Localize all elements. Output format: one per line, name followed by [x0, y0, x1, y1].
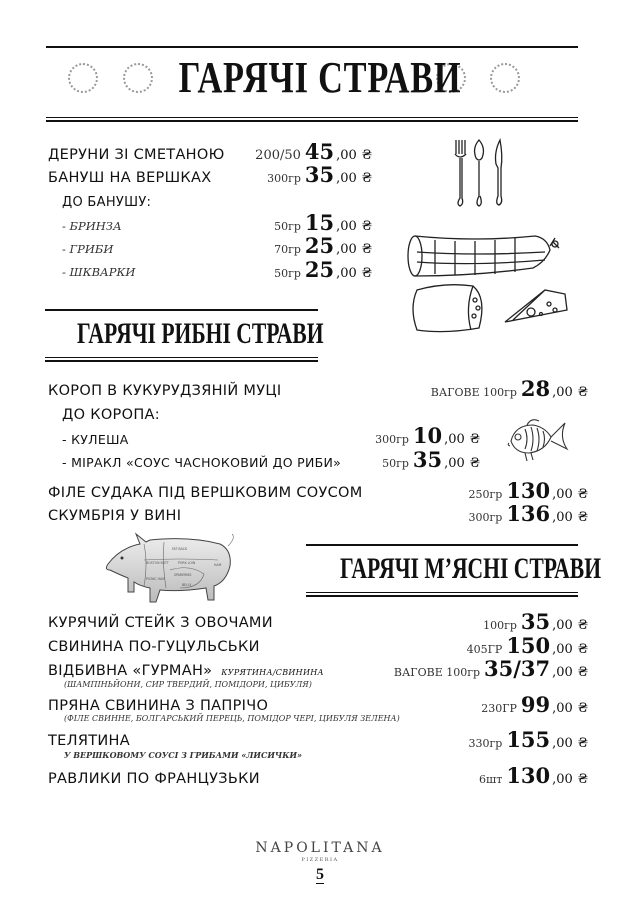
addons-label: ДО КОРОПА: [62, 407, 160, 423]
addon-name: - ШКВАРКИ [62, 265, 136, 279]
sausage-cheese-illustration-icon [405, 228, 575, 343]
meat-header-top-rule [306, 544, 578, 546]
brand-logo: NAPOLITANA [255, 840, 385, 856]
header-bottom-rule-2 [46, 120, 578, 122]
addon-price: 50гр 25 ,00 ₴ [274, 257, 372, 282]
addon-price: 50гр 15 ,00 ₴ [274, 210, 372, 235]
addon-price: 300гр 10 ,00 ₴ [375, 423, 480, 448]
menu-item-name: БАНУШ НА ВЕРШКАХ [48, 170, 212, 186]
menu-item-price: ВАГОВЕ 100гр 35/37 ,00 ₴ [393, 656, 588, 681]
header-top-rule [46, 46, 578, 48]
menu-item-price: 100гр 35 ,00 ₴ [483, 609, 588, 634]
menu-item-price: 230ГР 99 ,00 ₴ [481, 692, 588, 717]
menu-item-price: 300гр 35 ,00 ₴ [267, 162, 372, 187]
addon-name: - ГРИБИ [62, 242, 114, 256]
meat-header-bottom-rule [306, 592, 578, 593]
menu-item-price: 250гр 130 ,00 ₴ [468, 478, 588, 503]
addon-name: - БРИНЗА [62, 219, 122, 233]
menu-item-name: ФІЛЕ СУДАКА ПІД ВЕРШКОВИМ СОУСОМ [48, 485, 363, 501]
addon-name: - КУЛЕША [62, 432, 129, 447]
pig-label: HAM [214, 563, 222, 567]
header-bottom-rule [46, 117, 578, 118]
menu-item-price: 405ГР 150 ,00 ₴ [466, 633, 588, 658]
pig-label: FAT BACK [172, 547, 188, 551]
pig-label: BOSTON BUTT [146, 561, 169, 565]
item-tag: КУРЯТИНА/СВИНИНА [221, 668, 324, 677]
menu-item-name: ПРЯНА СВИНИНА З ПАПРІЧО [48, 698, 269, 714]
addon-price: 50гр 35 ,00 ₴ [382, 447, 480, 472]
menu-item-price: 200/50 45 ,00 ₴ [255, 139, 372, 164]
menu-item-name: КУРЯЧИЙ СТЕЙК З ОВОЧАМИ [48, 615, 273, 631]
fish-header-bottom-rule [45, 357, 318, 358]
fish-icon [505, 415, 570, 465]
pig-label: BELLY [182, 583, 192, 587]
item-note: У ВЕРШКОВОМУ СОУСІ З ГРИБАМИ «ЛИСИЧКИ» [64, 750, 303, 760]
pig-label: PICNIC HAM [146, 577, 165, 581]
item-note: (ФІЛЕ СВИННЕ, БОЛГАРСЬКИЙ ПЕРЕЦЬ, ПОМІДОР ЧЕРІ, ЦИБУЛЯ ЗЕЛЕНА) [64, 714, 400, 723]
section-title-meat: ГАРЯЧІ М’ЯСНІ СТРАВИ [340, 552, 601, 585]
menu-item-name: РАВЛИКИ ПО ФРАНЦУЗЬКИ [48, 771, 260, 787]
pig-cuts-illustration-icon [100, 530, 250, 605]
pig-label: PORK LOIN [178, 561, 196, 565]
menu-item-price: 300гр 136 ,00 ₴ [468, 501, 588, 526]
pig-label: SPARERIBS [174, 573, 192, 577]
menu-item-name: СВИНИНА ПО-ГУЦУЛЬСЬКИ [48, 639, 260, 655]
menu-item-name: ДЕРУНИ ЗІ СМЕТАНОЮ [48, 147, 225, 163]
menu-item-name: ВІДБИВНА «ГУРМАН» КУРЯТИНА/СВИНИНА [48, 663, 324, 679]
menu-item-name: ТЕЛЯТИНА [48, 733, 130, 749]
addon-name: - МІРАКЛ «СОУС ЧАСНОКОВИЙ ДО РИБИ» [62, 455, 342, 470]
addons-label: ДО БАНУШУ: [62, 195, 152, 210]
menu-item-price: 330гр 155 ,00 ₴ [468, 727, 588, 752]
section-title-fish: ГАРЯЧІ РИБНІ СТРАВИ [77, 317, 324, 350]
menu-item-price: ВАГОВЕ 100гр 28 ,00 ₴ [430, 376, 588, 401]
page-number: 5 [316, 866, 324, 883]
addon-price: 70гр 25 ,00 ₴ [274, 233, 372, 258]
cutlery-icon [450, 138, 530, 208]
item-note: (ШАМПІНЬЙОНИ, СИР ТВЕРДИЙ, ПОМІДОРИ, ЦИБУЛЯ) [64, 680, 312, 689]
menu-item-name: КОРОП В КУКУРУДЗЯНІЙ МУЦІ [48, 383, 282, 399]
fish-header-top-rule [45, 309, 318, 311]
page-title: ГАРЯЧІ СТРАВИ [178, 53, 462, 102]
menu-item-name: СКУМБРІЯ У ВИНІ [48, 508, 182, 524]
brand-subtitle: PIZZERIA [301, 857, 339, 863]
menu-item-price: 6шт 130 ,00 ₴ [479, 763, 588, 788]
fish-header-bottom-rule-2 [45, 360, 318, 362]
meat-header-bottom-rule-2 [306, 595, 578, 597]
